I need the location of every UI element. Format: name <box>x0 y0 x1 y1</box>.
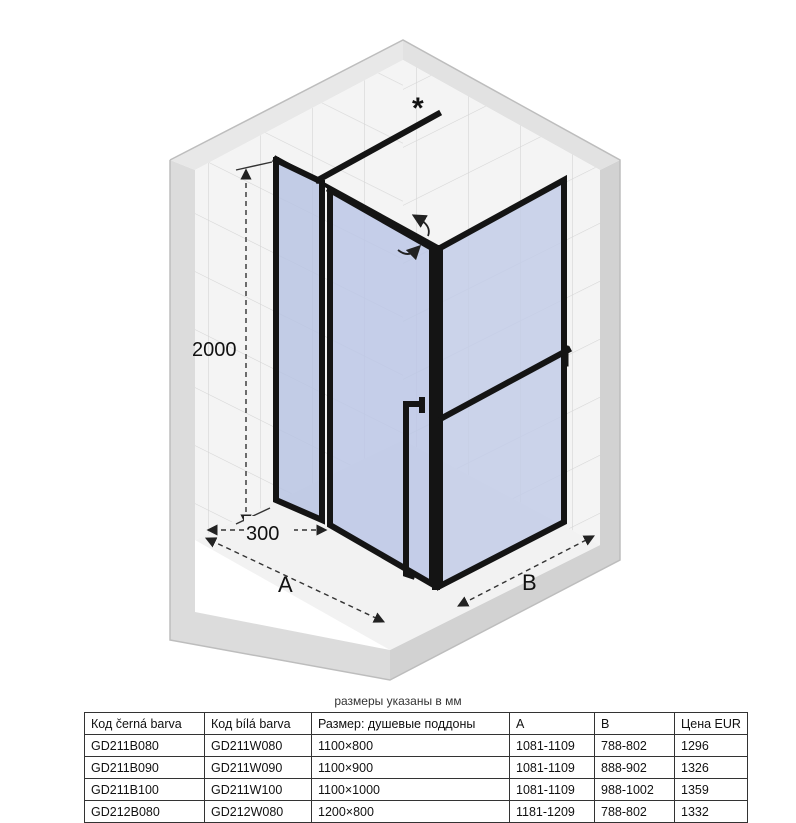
column-header: A <box>510 713 595 735</box>
column-header: Код bílá barva <box>205 713 312 735</box>
table-cell: 1200×800 <box>312 801 510 823</box>
note-asterisk: * <box>412 92 424 125</box>
table-cell: GD212W080 <box>205 801 312 823</box>
table-cell: 1081-1109 <box>510 757 595 779</box>
table-cell: 1332 <box>675 801 748 823</box>
table-cell: 1359 <box>675 779 748 801</box>
table-cell: 788-802 <box>595 735 675 757</box>
table-cell: GD211B080 <box>85 735 205 757</box>
glass-door-panel <box>330 190 432 582</box>
table-cell: 1100×900 <box>312 757 510 779</box>
table-header-row <box>85 713 748 735</box>
column-header: Код černá barva <box>85 713 205 735</box>
table-cell: 988-1002 <box>595 779 675 801</box>
table-cell: GD211B100 <box>85 779 205 801</box>
table-cell: 788-802 <box>595 801 675 823</box>
dim-a-label: A <box>278 572 293 597</box>
dim-b-label: B <box>522 570 537 595</box>
table-row <box>85 779 748 801</box>
column-header: B <box>595 713 675 735</box>
fixed-width-label: 300 <box>246 523 280 545</box>
table-row <box>85 801 748 823</box>
spec-table <box>84 712 748 823</box>
table-cell: GD211W080 <box>205 735 312 757</box>
table-cell: GD211W090 <box>205 757 312 779</box>
table-cell: 1100×1000 <box>312 779 510 801</box>
units-caption: размеры указаны в мм <box>334 694 462 708</box>
table-cell: 1081-1109 <box>510 779 595 801</box>
table-cell: 1181-1209 <box>510 801 595 823</box>
column-header: Цена EUR <box>675 713 748 735</box>
table-cell: GD211W100 <box>205 779 312 801</box>
table-cell: 888-902 <box>595 757 675 779</box>
table-cell: 1296 <box>675 735 748 757</box>
table-cell: GD211B090 <box>85 757 205 779</box>
glass-fixed-panel <box>276 162 322 518</box>
table-cell: GD212B080 <box>85 801 205 823</box>
table-row <box>85 757 748 779</box>
table-cell: 1100×800 <box>312 735 510 757</box>
column-header: Размер: душевые поддоны <box>312 713 510 735</box>
height-label: 2000 <box>192 339 237 361</box>
table-cell: 1326 <box>675 757 748 779</box>
table-row <box>85 735 748 757</box>
table-cell: 1081-1109 <box>510 735 595 757</box>
